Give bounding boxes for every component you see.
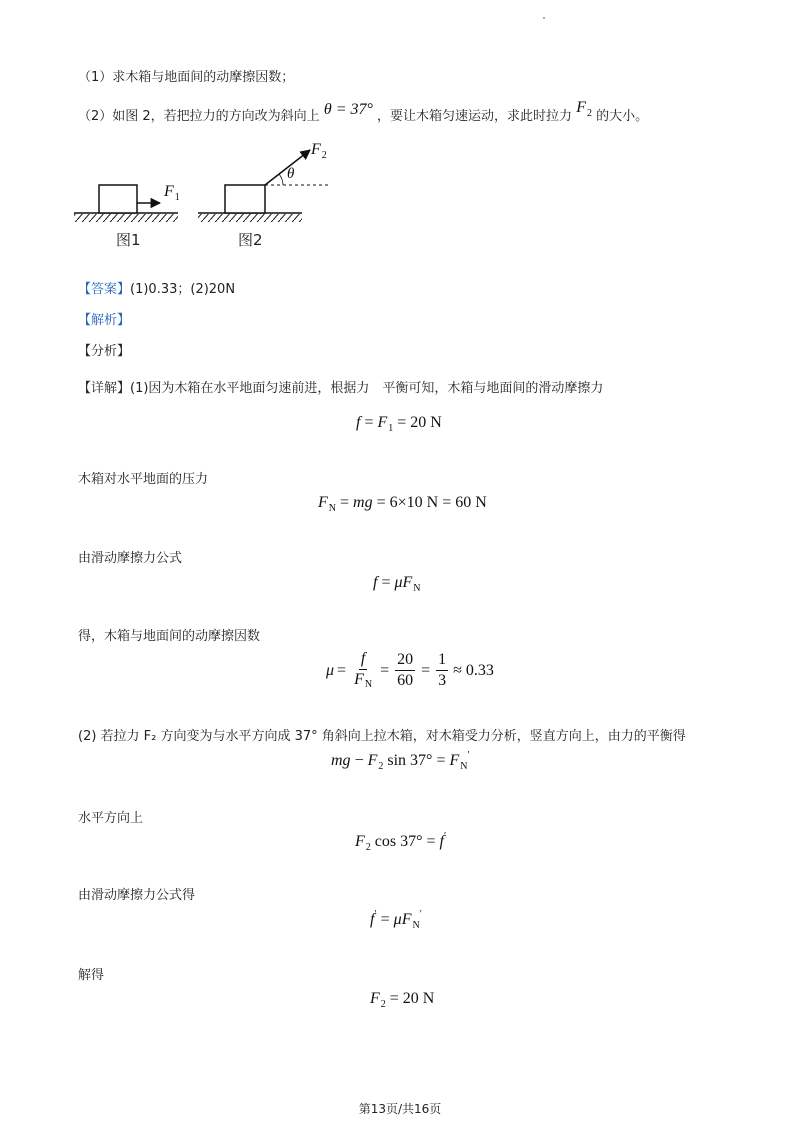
- question-2-theta: θ = 37°: [323, 101, 373, 118]
- text-formula-2: 由滑动摩擦力公式得: [78, 888, 196, 903]
- figure-2: [198, 150, 328, 222]
- text-solve: 解得: [78, 968, 105, 983]
- equation-3: $f = \mu F_N$: [373, 574, 421, 594]
- question-2-force: [576, 99, 592, 119]
- fig2-force-symbol: F: [311, 141, 321, 158]
- text-horizontal: 水平方向上: [78, 811, 144, 826]
- equation-8: $F_2 = 20$ N: [370, 990, 435, 1010]
- figure-1-caption: 图1: [116, 231, 141, 249]
- fig1-force-sub: 1: [174, 192, 180, 203]
- scan-dot: [543, 17, 545, 19]
- fig2-ground-hatch: [198, 214, 302, 222]
- fenxi-tag: 【分析】: [78, 344, 131, 359]
- fig2-box: [225, 185, 265, 213]
- answer-tag: 【答案】: [78, 282, 131, 297]
- question-2-force-sub: 2: [586, 108, 592, 119]
- answer-line: [78, 278, 235, 297]
- fig2-angle-arc: [279, 174, 283, 185]
- eq4-frac-3-num: 1: [436, 651, 448, 671]
- eq4-frac-3: [436, 651, 448, 690]
- page-footer: 第13页/共16页: [358, 1102, 442, 1116]
- equation-7: $f' = \mu F_N'$: [370, 909, 422, 931]
- fig1-force-symbol: F: [164, 183, 174, 200]
- analysis-tag: 【解析】: [78, 313, 131, 328]
- equation-6: $F_2$ cos 37° = f′: [355, 831, 447, 853]
- eq4-result: ≈ 0.33: [453, 661, 494, 679]
- eq4-frac-3-den: 3: [438, 672, 447, 689]
- equation-4: μ = $\frac{f}{FN}$ = $\frac{20}{60}$ = $\frac{1}{3}$ ≈ 0.33: [326, 650, 494, 690]
- question-2-force-symbol: F: [576, 99, 586, 116]
- question-2-after: 的大小。: [596, 109, 649, 124]
- equation-2: $F_N$ = mg = 6×10 N = 60 N: [318, 494, 487, 514]
- detail-tag: 【详解】: [78, 381, 131, 396]
- eq4-frac-1: $\frac{f}{FN}$: [354, 650, 373, 690]
- eq4-frac-2: [395, 651, 415, 690]
- figure-1: [74, 185, 178, 222]
- fig2-force-label: [311, 141, 327, 159]
- question-2-before: （2）如图 2，若把拉力的方向改为斜向上: [78, 109, 320, 124]
- question-2-middle: ，要让木箱匀速运动，求此时拉力: [377, 109, 573, 124]
- figure-2-caption: 图2: [238, 231, 263, 249]
- detail-text: (1)因为木箱在水平地面匀速前进，根据力 平衡可知，木箱与地面间的滑动摩擦力: [130, 381, 604, 396]
- question-2: [78, 99, 649, 125]
- text-part-2: (2) 若拉力 F₂ 方向变为与水平方向成 37° 角斜向上拉木箱，对木箱受力分析，竖直方向上，由力的平衡得: [78, 729, 686, 744]
- text-get: 得，木箱与地面间的动摩擦因数: [78, 629, 261, 644]
- fig1-force-label: [164, 183, 180, 201]
- eq4-mu: μ: [326, 661, 335, 679]
- question-1: （1）求木箱与地面间的动摩擦因数；: [78, 70, 295, 85]
- force-figure: [70, 140, 340, 255]
- equation-5: mg − $F_2$ $\sin 37^\circ = F_N'$: [331, 750, 470, 772]
- answer-text: (1)0.33；(2)20N: [130, 282, 236, 297]
- detail-line: [78, 377, 603, 396]
- fig2-angle-label: θ: [287, 166, 295, 182]
- text-pressure: 木箱对水平地面的压力: [78, 472, 209, 487]
- text-formula: 由滑动摩擦力公式: [78, 551, 183, 566]
- fig1-box: [99, 185, 137, 213]
- fig1-ground-hatch: [74, 214, 178, 222]
- eq4-frac-2-den: 60: [397, 672, 414, 689]
- fig2-force-sub: 2: [321, 150, 327, 161]
- equation-1: $f = F_1 = 20$ N: [356, 414, 442, 434]
- eq4-frac-2-num: 20: [395, 651, 415, 671]
